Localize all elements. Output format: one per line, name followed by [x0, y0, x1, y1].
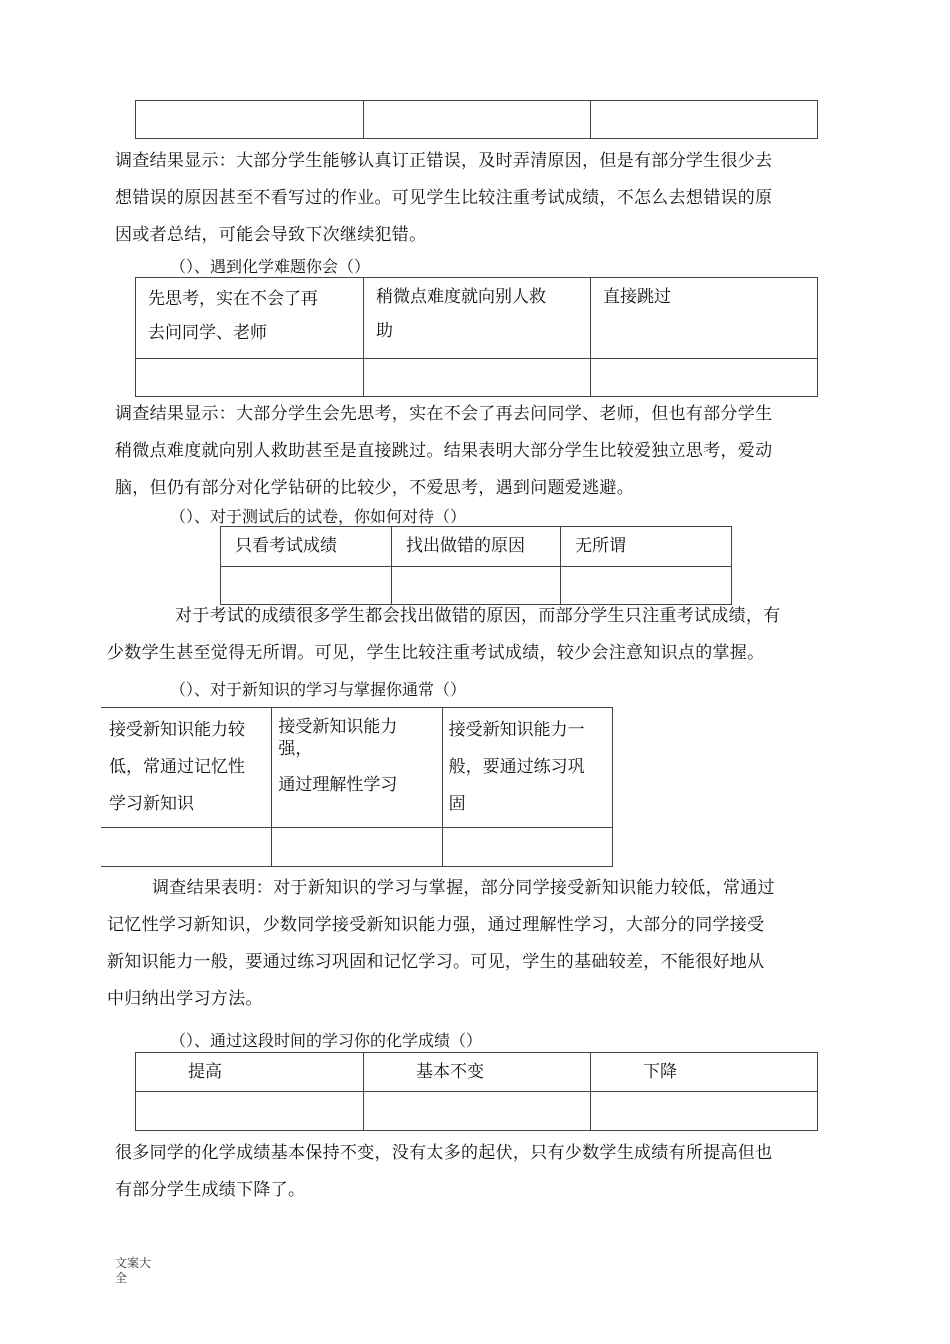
paragraph-line: 脑，但仍有部分对化学钻研的比较少，不爱思考，遇到问题爱逃避。: [115, 478, 634, 498]
option-line: 稍微点难度就向别人救: [376, 287, 546, 307]
question-title: （）、通过这段时间的学习你的化学成绩（）: [170, 1031, 483, 1050]
option-line: 先思考，实在不会了再: [148, 289, 318, 309]
table-q2: [135, 277, 818, 397]
paragraph-line: 记忆性学习新知识，少数同学接受新知识能力强，通过理解性学习，大部分的同学接受: [107, 915, 765, 935]
paragraph-line: 调查结果显示：大部分学生能够认真订正错误，及时弄清原因，但是有部分学生很少去: [115, 151, 773, 171]
question-title: （）、对于测试后的试卷，你如何对待（）: [170, 507, 467, 526]
table-q5: [135, 1052, 818, 1131]
option-label: 下降: [643, 1062, 677, 1082]
paragraph-line: 调查结果显示：大部分学生会先思考，实在不会了再去问同学、老师，但也有部分学生: [115, 404, 773, 424]
option-line: 去问同学、老师: [148, 323, 267, 343]
paragraph-line: 对于考试的成绩很多学生都会找出做错的原因，而部分学生只注重考试成绩，有: [175, 606, 781, 626]
answer-cell: [364, 1092, 591, 1131]
option-cell: [364, 278, 591, 359]
footer-line: 文案大: [115, 1256, 152, 1270]
answer-cell: [136, 1092, 364, 1131]
option-cell: [392, 527, 561, 567]
paragraph-line: 调查结果表明：对于新知识的学习与掌握，部分同学接受新知识能力较低，常通过: [152, 878, 775, 898]
option-label: 找出做错的原因: [406, 536, 525, 556]
answer-cell: [272, 828, 442, 867]
option-line: 直接跳过: [603, 287, 671, 307]
answer-cell: [591, 359, 818, 397]
table-q3: [220, 526, 732, 605]
option-line: 学习新知识: [109, 794, 194, 814]
option-cell: [442, 708, 612, 828]
paragraph-line: 想错误的原因甚至不看写过的作业。可见学生比较注重考试成绩，不怎么去想错误的原: [115, 188, 773, 208]
option-cell: [591, 1053, 818, 1092]
option-label: 无所谓: [575, 536, 626, 556]
table-cell: [136, 101, 364, 139]
option-cell: [221, 527, 392, 567]
option-label: 基本不变: [416, 1062, 484, 1082]
option-line: 般，要通过练习巩: [448, 757, 585, 777]
option-cell: [591, 278, 818, 359]
option-cell: [561, 527, 732, 567]
question-title: （）、对于新知识的学习与掌握你通常（）: [170, 680, 467, 699]
answer-cell: [136, 359, 364, 397]
paragraph-result-1: [115, 143, 772, 254]
paragraph-line: 新知识能力一般，要通过练习巩固和记忆学习。可见，学生的基础较差，不能很好地从: [107, 952, 765, 972]
paragraph-line: 有部分学生成绩下降了。: [115, 1180, 306, 1200]
paragraph-result-2: [115, 396, 772, 507]
table-q1-remnant: [135, 100, 818, 139]
paragraph-line: 因或者总结，可能会导致下次继续犯错。: [115, 225, 427, 245]
paragraph-result-3: [107, 598, 781, 672]
answer-cell: [101, 828, 272, 867]
option-line: 通过理解性学习: [278, 775, 398, 795]
answer-cell: [364, 359, 591, 397]
page-footer: [115, 1256, 151, 1286]
answer-cell: [442, 828, 612, 867]
table-cell: [364, 101, 591, 139]
paragraph-line: 稍微点难度就向别人救助甚至是直接跳过。结果表明大部分学生比较爱独立思考，爱动: [115, 441, 773, 461]
question-title: （）、遇到化学难题你会（）: [170, 257, 371, 276]
answer-cell: [591, 1092, 818, 1131]
option-line: 助: [376, 321, 393, 341]
option-cell: [364, 1053, 591, 1092]
option-line: 接受新知识能力: [278, 717, 398, 737]
option-cell: [101, 708, 272, 828]
paragraph-result-4: [107, 870, 775, 1018]
option-label: 提高: [188, 1062, 222, 1082]
option-line: 接受新知识能力较: [109, 720, 245, 740]
paragraph-result-5: [115, 1135, 772, 1209]
table-q4: [101, 707, 613, 867]
option-line: 固: [448, 794, 466, 814]
table-cell: [591, 101, 818, 139]
option-line: 接受新知识能力一: [448, 720, 585, 740]
option-cell: [136, 1053, 364, 1092]
option-label: 只看考试成绩: [235, 536, 337, 556]
option-cell: [136, 278, 364, 359]
option-line: 强，: [278, 739, 313, 759]
option-cell: [272, 708, 442, 828]
paragraph-line: 中归纳出学习方法。: [107, 989, 263, 1009]
paragraph-line: 很多同学的化学成绩基本保持不变，没有太多的起伏，只有少数学生成绩有所提高但也: [115, 1143, 773, 1163]
option-line: 低，常通过记忆性: [109, 757, 245, 777]
paragraph-line: 少数学生甚至觉得无所谓。可见，学生比较注重考试成绩，较少会注意知识点的掌握。: [107, 643, 765, 663]
footer-line: 全: [115, 1271, 128, 1285]
